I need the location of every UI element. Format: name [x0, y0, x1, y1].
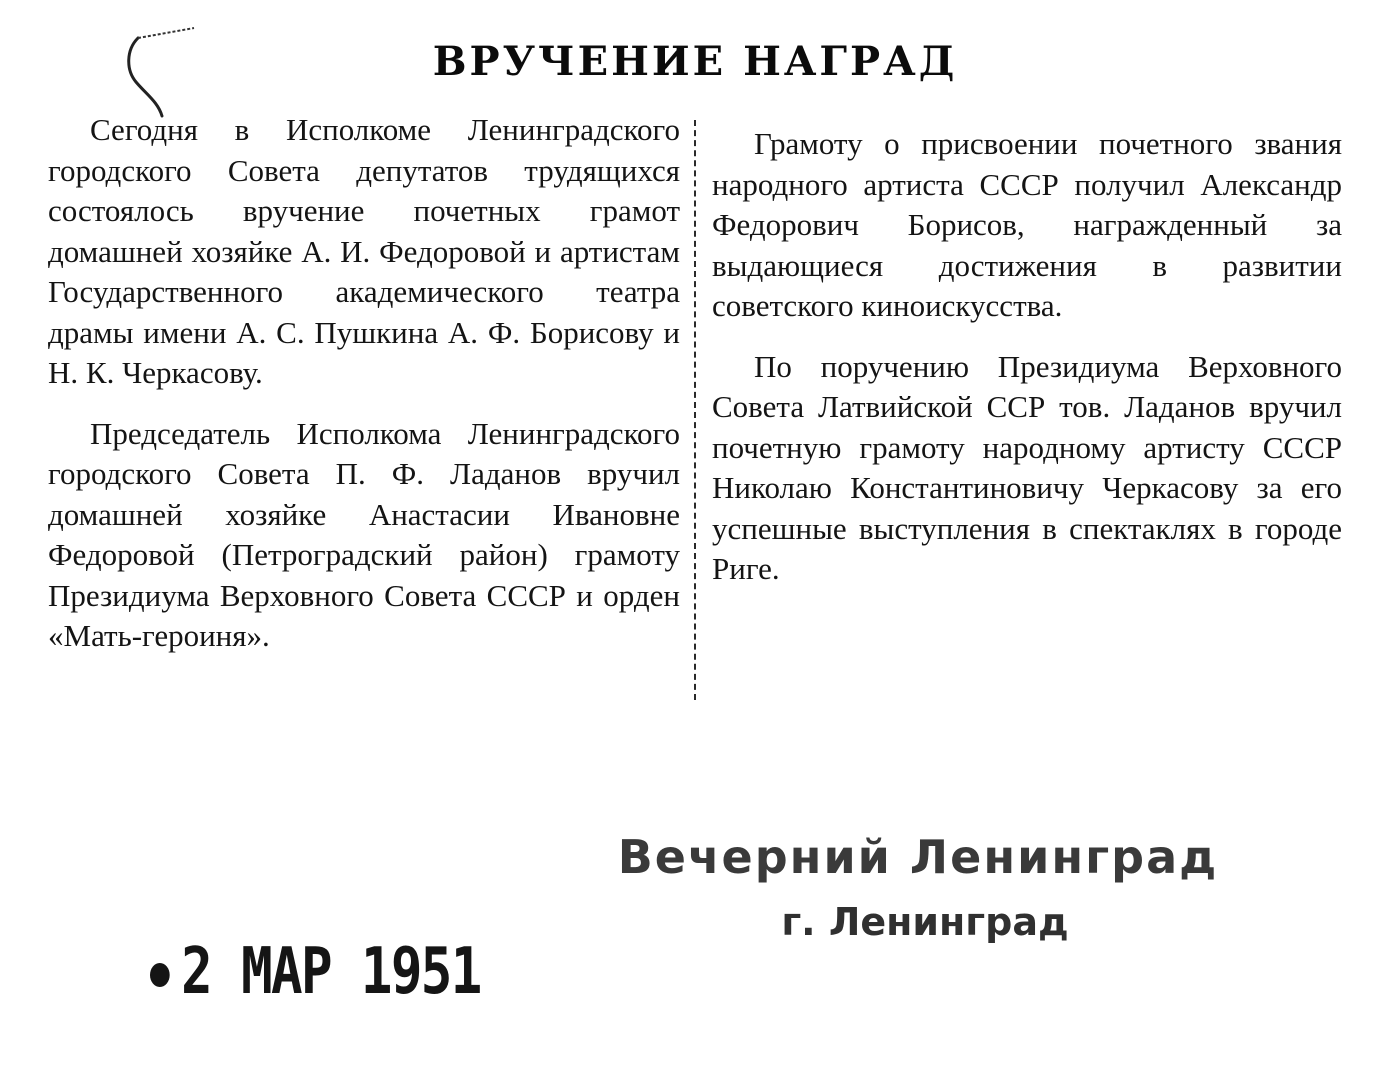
handwritten-mark-icon — [118, 20, 198, 120]
date-stamp — [150, 935, 481, 1009]
article-column-left — [48, 110, 680, 677]
article-paragraph: Сегодня в Исполкоме Ленинградского городского Совета депутатов трудящихся состоялось вручение почетных грамот домашней хозяйке А. И. Федоровой и артистам Государственного академического театра драмы имени А. С. Пушкина А. Ф. Борисову и Н. К. Черкасову. — [48, 112, 680, 390]
article-paragraph: Председатель Исполкома Ленинградского городского Совета П. Ф. Ладанов вручил домашней хозяйке Анастасии Ивановне Федоровой (Петроградский район) грамоту Президиума Верховного Совета СССР и орден «Мать-героиня». — [48, 415, 680, 653]
article-paragraph: Грамоту о присвоении почетного звания народного артиста СССР получил Александр Федорович Борисов, награжденный за выдающиеся достижения в развитии советского киноискусства. — [712, 126, 1342, 323]
date-stamp-text: 2 МАР 1951 — [181, 935, 481, 1009]
city-stamp: г. Ленинград — [781, 900, 1069, 944]
article-column-right — [712, 124, 1342, 610]
article-paragraph: По поручению Президиума Верховного Совета Латвийской ССР тов. Ладанов вручил почетную грамоту народному артисту СССР Николаю Константиновичу Черкасову за его успешные выступления в спектаклях в городе Риге. — [712, 348, 1342, 586]
article-headline: ВРУЧЕНИЕ НАГРАД — [432, 38, 958, 85]
dot-icon — [150, 963, 170, 987]
newspaper-name-stamp: Вечерний Ленинград — [617, 830, 1219, 884]
column-divider — [694, 120, 698, 700]
